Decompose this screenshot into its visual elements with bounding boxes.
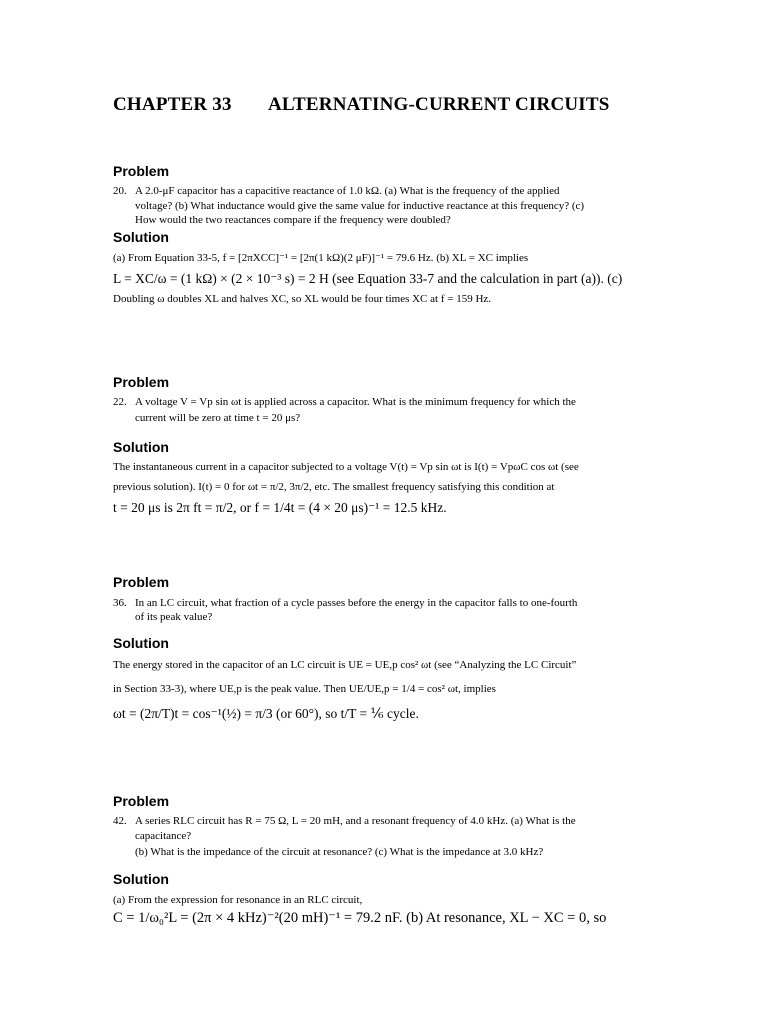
solution-heading: Solution (113, 871, 169, 887)
solution-heading: Solution (113, 635, 169, 651)
problem-text-line: (b) What is the impedance of the circuit at resonance? (c) What is the impedance at 3.0 kHz? (135, 846, 544, 858)
problem-text-line: A 2.0-μF capacitor has a capacitive reactance of 1.0 kΩ. (a) What is the frequency of the applied (135, 185, 560, 197)
problem-number: 22. (113, 396, 127, 408)
solution-text-line: L = XC/ω = (1 kΩ) × (2 × 10⁻³ s) = 2 H (see Equation 33-7 and the calculation in part (a)). (c) (113, 271, 623, 286)
problem-number: 20. (113, 185, 127, 197)
solution-text-line: The instantaneous current in a capacitor subjected to a voltage V(t) = Vp sin ωt is I(t) = VpωC cos ωt (see (113, 461, 579, 473)
problem-text-line: In an LC circuit, what fraction of a cycle passes before the energy in the capacitor falls to one-fourth (135, 597, 578, 609)
solution-heading: Solution (113, 229, 169, 245)
problem-text-line: capacitance? (135, 830, 192, 842)
chapter-title: ALTERNATING-CURRENT CIRCUITS (268, 94, 610, 115)
solution-text-line: Doubling ω doubles XL and halves XC, so XL would be four times XC at f = 159 Hz. (113, 293, 492, 305)
problem-text-line: of its peak value? (135, 611, 213, 623)
solution-text-line: (a) From Equation 33-5, f = [2πXCC]⁻¹ = [2π(1 kΩ)(2 μF)]⁻¹ = 79.6 Hz. (b) XL = XC implies (113, 252, 529, 264)
solution-text-line: (a) From the expression for resonance in an RLC circuit, (113, 894, 363, 906)
problem-heading: Problem (113, 163, 170, 179)
problem-number: 36. (113, 597, 127, 609)
problem-text-line: A voltage V = Vp sin ωt is applied across a capacitor. What is the minimum frequency for which the (135, 396, 576, 408)
solution-text-line: in Section 33-3), where UE,p is the peak value. Then UE/UE,p = 1/4 = cos² ωt, implies (113, 683, 496, 695)
problem-number: 42. (113, 815, 127, 827)
problem-text-line: How would the two reactances compare if the frequency were doubled? (135, 214, 451, 226)
solution-text-line: The energy stored in the capacitor of an LC circuit is UE = UE,p cos² ωt (see “Analyzing the LC Circuit” (113, 659, 577, 671)
solution-text-line: t = 20 μs is 2π ft = π/2, or f = 1/4t = (4 × 20 μs)⁻¹ = 12.5 kHz. (113, 500, 447, 515)
chapter-number: CHAPTER 33 (113, 94, 232, 115)
problem-heading: Problem (113, 574, 170, 590)
problem-text-line: A series RLC circuit has R = 75 Ω, L = 20 mH, and a resonant frequency of 4.0 kHz. (a) What is the (135, 815, 576, 827)
solution-text-line: C = 1/ω₀²L = (2π × 4 kHz)⁻²(20 mH)⁻¹ = 79.2 nF. (b) At resonance, XL − XC = 0, so (113, 910, 607, 926)
problem-heading: Problem (113, 374, 170, 390)
problem-text-line: current will be zero at time t = 20 μs? (135, 412, 301, 424)
problem-text-line: voltage? (b) What inductance would give the same value for inductive reactance at this frequency? (c) (135, 200, 585, 212)
solution-text-line: ωt = (2π/T)t = cos⁻¹(½) = π/3 (or 60°), so t/T = ⅙ cycle. (113, 706, 419, 721)
chapter-heading (113, 94, 610, 116)
problem-heading: Problem (113, 793, 170, 809)
solution-text-line: previous solution). I(t) = 0 for ωt = π/2, 3π/2, etc. The smallest frequency satisfying this condition at (113, 481, 555, 493)
solution-heading: Solution (113, 439, 169, 455)
